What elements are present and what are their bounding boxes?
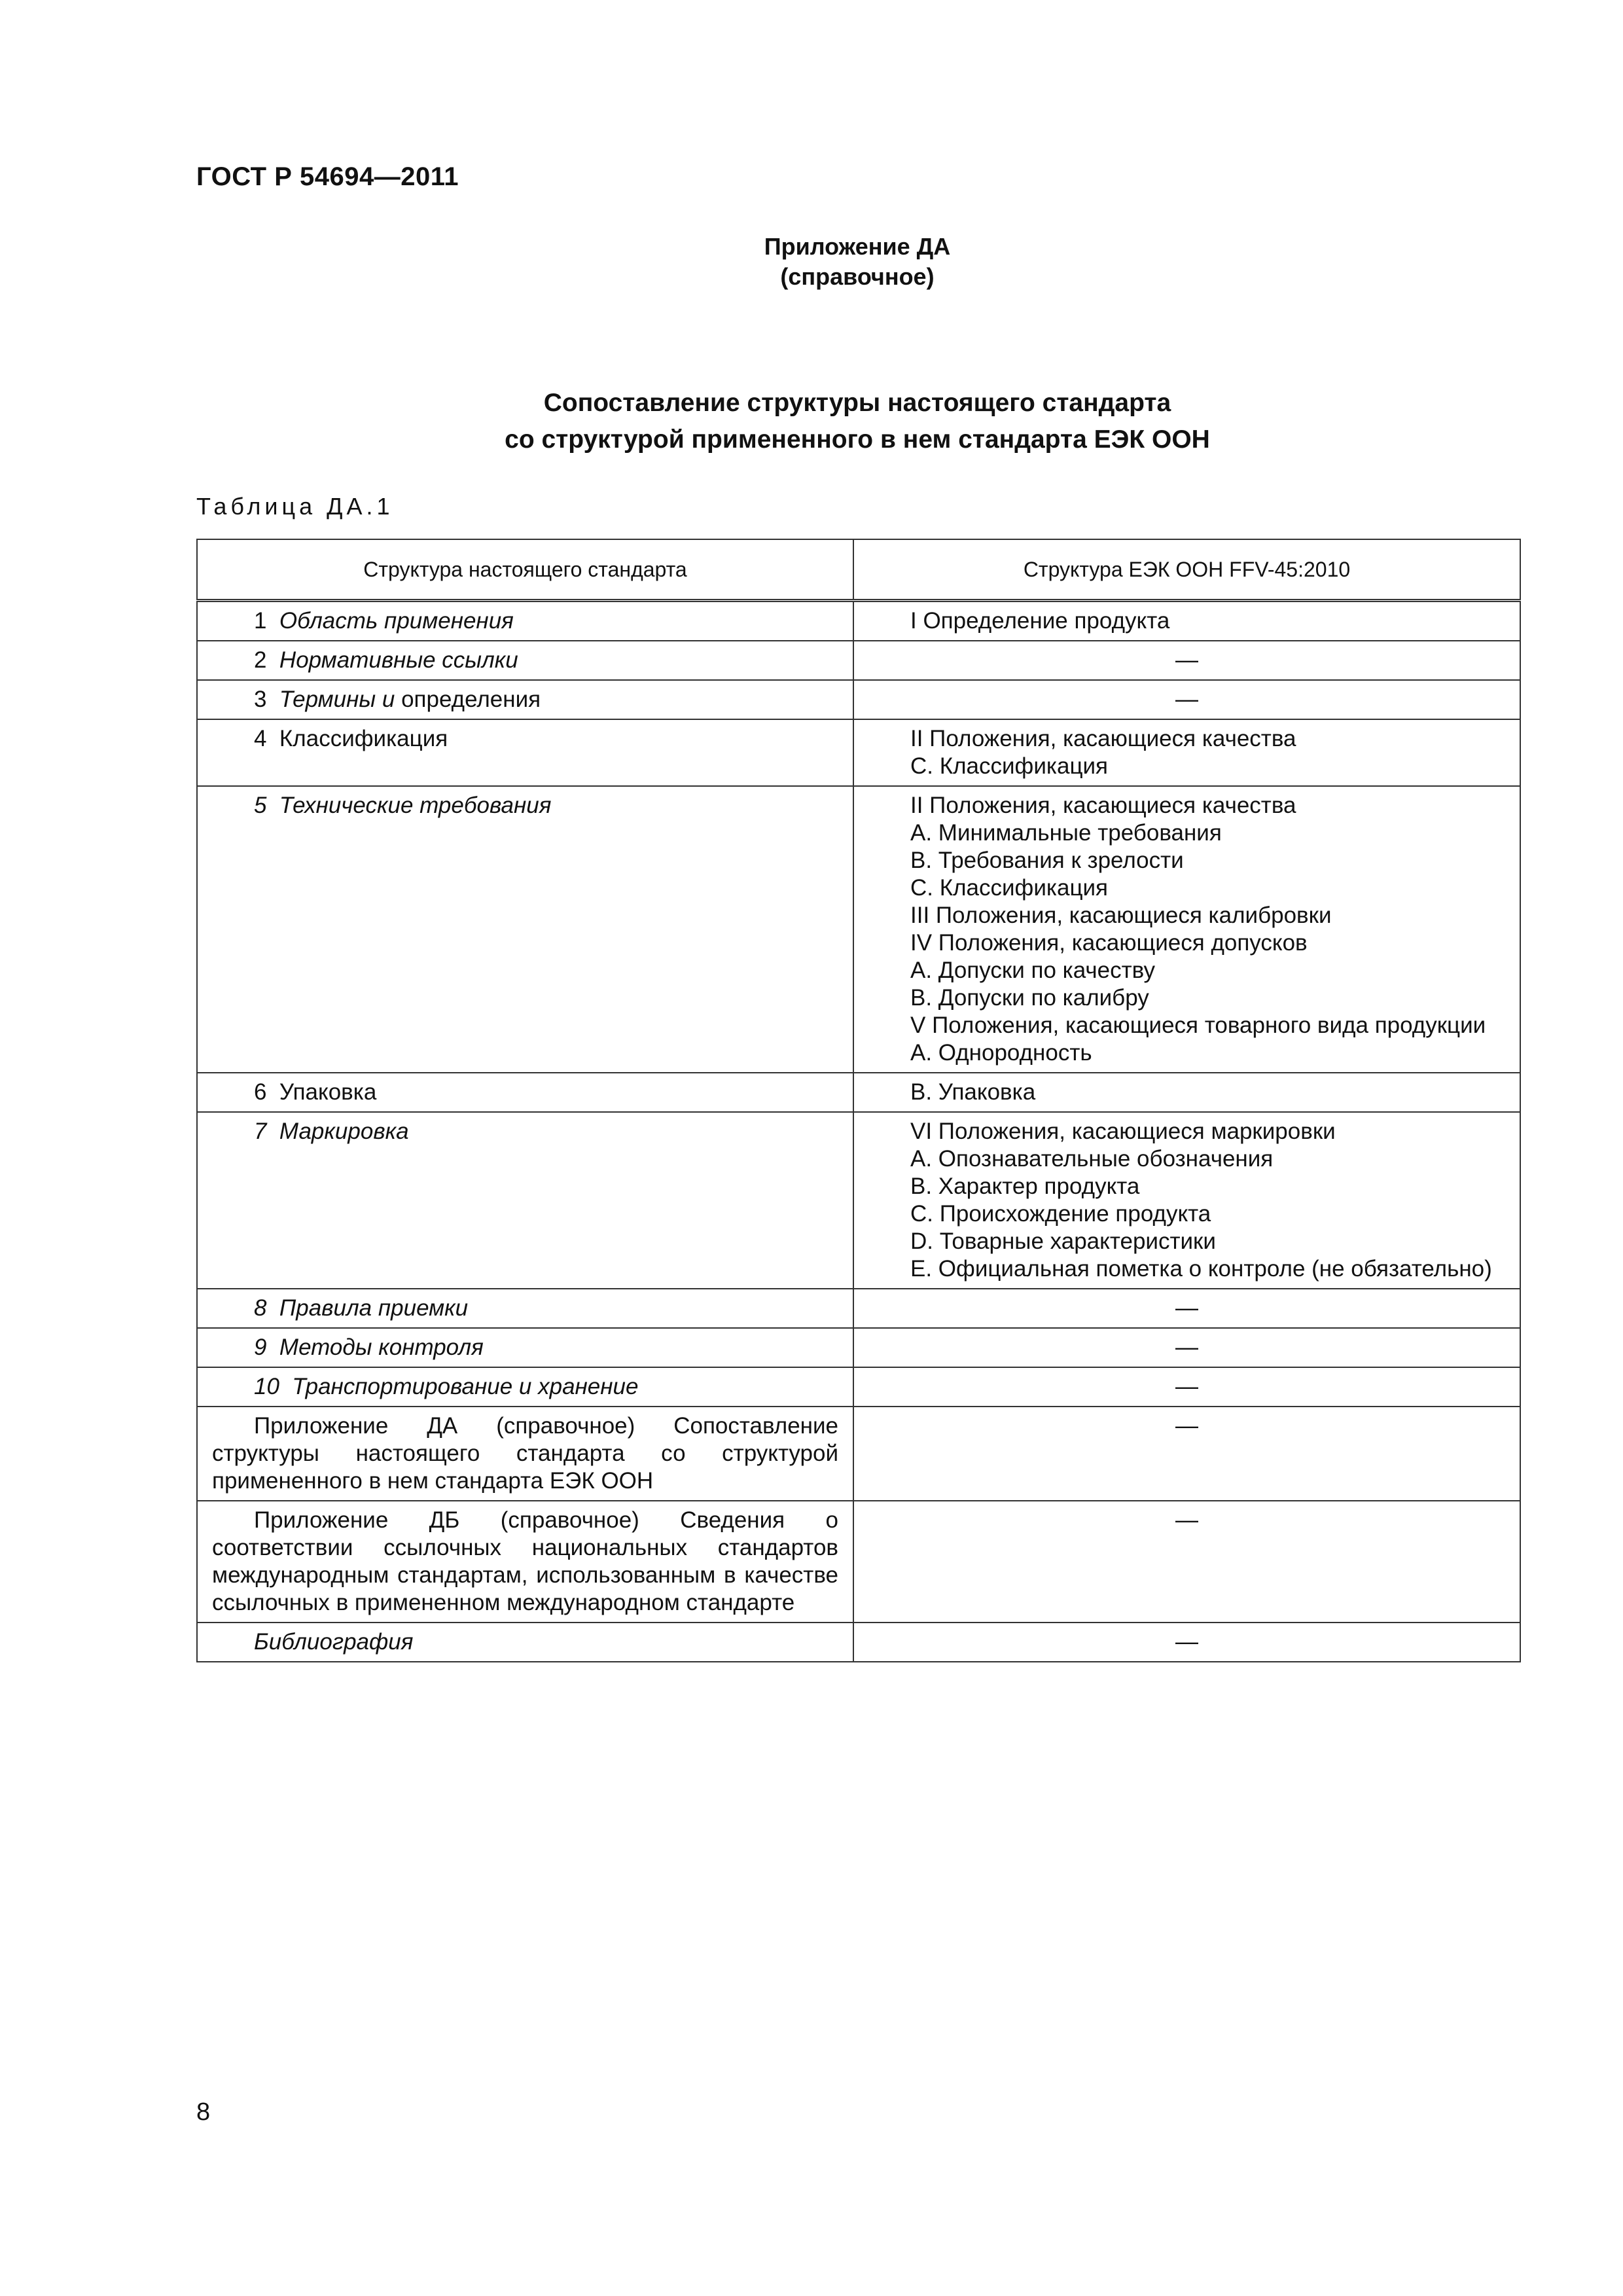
section-name: Упаковка	[279, 1079, 377, 1105]
col1-header: Структура настоящего стандарта	[197, 539, 853, 601]
unece-item: Е. Официальная пометка о контроле (не обязательно)	[910, 1256, 1492, 1282]
standard-section-cell	[197, 719, 853, 786]
unece-section-cell	[853, 719, 1520, 786]
standard-section-cell	[197, 786, 853, 1073]
section-number: 7	[254, 1119, 267, 1144]
unece-section-cell	[853, 1073, 1520, 1112]
unece-section-cell	[853, 1328, 1520, 1367]
unece-item: II Положения, касающиеся качества	[910, 793, 1296, 818]
unece-item: II Положения, касающиеся качества	[910, 726, 1296, 751]
section-name: Термины и	[279, 687, 395, 712]
section-name: Маркировка	[279, 1119, 409, 1144]
unece-item: С. Классификация	[910, 875, 1108, 901]
unece-item: В. Характер продукта	[910, 1174, 1140, 1199]
section-title	[212, 686, 838, 713]
table-row	[197, 641, 1520, 680]
appendix-label: Приложение ДА	[764, 233, 951, 260]
table-row	[197, 1407, 1520, 1501]
unece-item: В. Допуски по калибру	[910, 985, 1149, 1011]
section-title	[212, 1373, 838, 1401]
no-equivalent-dash: —	[1175, 687, 1198, 712]
section-name: Технические требования	[279, 793, 552, 818]
table-row	[197, 1328, 1520, 1367]
standard-section-cell	[197, 1501, 853, 1623]
table-caption: Таблица ДА.1	[196, 493, 394, 520]
unece-item: С. Классификация	[910, 753, 1108, 779]
table-row	[197, 1112, 1520, 1289]
section-number: 1	[254, 608, 267, 634]
no-equivalent-dash: —	[1175, 1413, 1198, 1439]
unece-section-cell	[853, 1407, 1520, 1501]
standard-section-cell	[197, 1289, 853, 1328]
section-number: 8	[254, 1295, 267, 1321]
section-title	[212, 725, 838, 753]
section-title	[212, 1334, 838, 1361]
appendix-heading	[0, 232, 1623, 292]
standard-section-cell	[197, 1328, 853, 1367]
standard-section-cell	[197, 601, 853, 641]
standard-section-cell	[197, 1073, 853, 1112]
table-header-row	[197, 539, 1520, 601]
unece-item: В. Требования к зрелости	[910, 848, 1184, 873]
table-row	[197, 1289, 1520, 1328]
section-number: 10	[254, 1374, 279, 1399]
table-row	[197, 786, 1520, 1073]
col2-header: Структура ЕЭК ООН FFV-45:2010	[853, 539, 1520, 601]
unece-item: III Положения, касающиеся калибровки	[910, 903, 1332, 928]
unece-item: А. Опознавательные обозначения	[910, 1146, 1274, 1172]
unece-item: А. Допуски по качеству	[910, 958, 1155, 983]
section-number: 2	[254, 647, 267, 673]
section-name: Область применения	[279, 608, 514, 634]
unece-section-cell	[853, 601, 1520, 641]
section-title	[212, 647, 838, 674]
page-title	[0, 385, 1623, 458]
bibliography-entry: Библиография	[254, 1629, 414, 1655]
unece-item: V Положения, касающиеся товарного вида продукции	[910, 1013, 1486, 1038]
table-row	[197, 1073, 1520, 1112]
section-title	[212, 1118, 838, 1145]
standard-section-cell	[197, 1367, 853, 1407]
title-line-1: Сопоставление структуры настоящего стандарта	[543, 389, 1171, 417]
no-equivalent-dash: —	[1175, 1374, 1198, 1399]
table-row	[197, 601, 1520, 641]
section-title	[212, 607, 838, 635]
standard-section-cell	[197, 641, 853, 680]
appendix-da-entry: Приложение ДА (справочное) Сопоставление структуры настоящего стандарта со структурой примененного в нем стандарта ЕЭК ООН	[212, 1413, 838, 1494]
unece-item: VI Положения, касающиеся маркировки	[910, 1119, 1336, 1144]
table-row	[197, 719, 1520, 786]
table-row	[197, 1501, 1520, 1623]
standard-section-cell	[197, 680, 853, 719]
no-equivalent-dash: —	[1175, 1335, 1198, 1360]
no-equivalent-dash: —	[1175, 1507, 1198, 1533]
table-row	[197, 1367, 1520, 1407]
unece-section-cell	[853, 1623, 1520, 1662]
no-equivalent-dash: —	[1175, 1295, 1198, 1321]
section-number: 3	[254, 687, 267, 712]
unece-item: IV Положения, касающиеся допусков	[910, 930, 1308, 956]
section-name: Классификация	[279, 726, 448, 751]
unece-item: I Определение продукта	[910, 608, 1170, 634]
unece-section-cell	[853, 1112, 1520, 1289]
section-name-rest: определения	[401, 687, 541, 712]
section-name: Методы контроля	[279, 1335, 484, 1360]
unece-section-cell	[853, 1501, 1520, 1623]
page-number: 8	[196, 2098, 211, 2126]
section-number: 4	[254, 726, 267, 751]
section-name: Правила приемки	[279, 1295, 469, 1321]
table-row	[197, 1623, 1520, 1662]
unece-item: В. Упаковка	[910, 1079, 1036, 1105]
table-row	[197, 680, 1520, 719]
no-equivalent-dash: —	[1175, 647, 1198, 673]
structure-table-container	[196, 539, 1520, 1662]
section-number: 5	[254, 793, 267, 818]
standard-section-cell	[197, 1623, 853, 1662]
unece-section-cell	[853, 1289, 1520, 1328]
section-name: Транспортирование и хранение	[292, 1374, 639, 1399]
unece-section-cell	[853, 680, 1520, 719]
unece-section-cell	[853, 641, 1520, 680]
section-title	[212, 1079, 838, 1106]
unece-item: D. Товарные характеристики	[910, 1229, 1216, 1254]
unece-item: А. Минимальные требования	[910, 820, 1222, 846]
structure-comparison-table	[196, 539, 1521, 1662]
title-line-2: со структурой примененного в нем стандарта ЕЭК ООН	[505, 425, 1210, 454]
unece-item: С. Происхождение продукта	[910, 1201, 1211, 1227]
standard-section-cell	[197, 1407, 853, 1501]
unece-section-cell	[853, 1367, 1520, 1407]
section-name: Нормативные ссылки	[279, 647, 518, 673]
no-equivalent-dash: —	[1175, 1629, 1198, 1655]
standard-section-cell	[197, 1112, 853, 1289]
section-number: 9	[254, 1335, 267, 1360]
section-title	[212, 1295, 838, 1322]
section-title	[212, 792, 838, 819]
document-code: ГОСТ Р 54694—2011	[196, 162, 459, 191]
appendix-type: (справочное)	[780, 263, 935, 290]
unece-section-cell	[853, 786, 1520, 1073]
appendix-db-entry: Приложение ДБ (справочное) Сведения о соответствии ссылочных национальных стандартов международным стандартам, использованным в качестве ссылочных в примененном международном стандарте	[212, 1507, 838, 1615]
unece-item: А. Однородность	[910, 1040, 1092, 1066]
section-number: 6	[254, 1079, 267, 1105]
